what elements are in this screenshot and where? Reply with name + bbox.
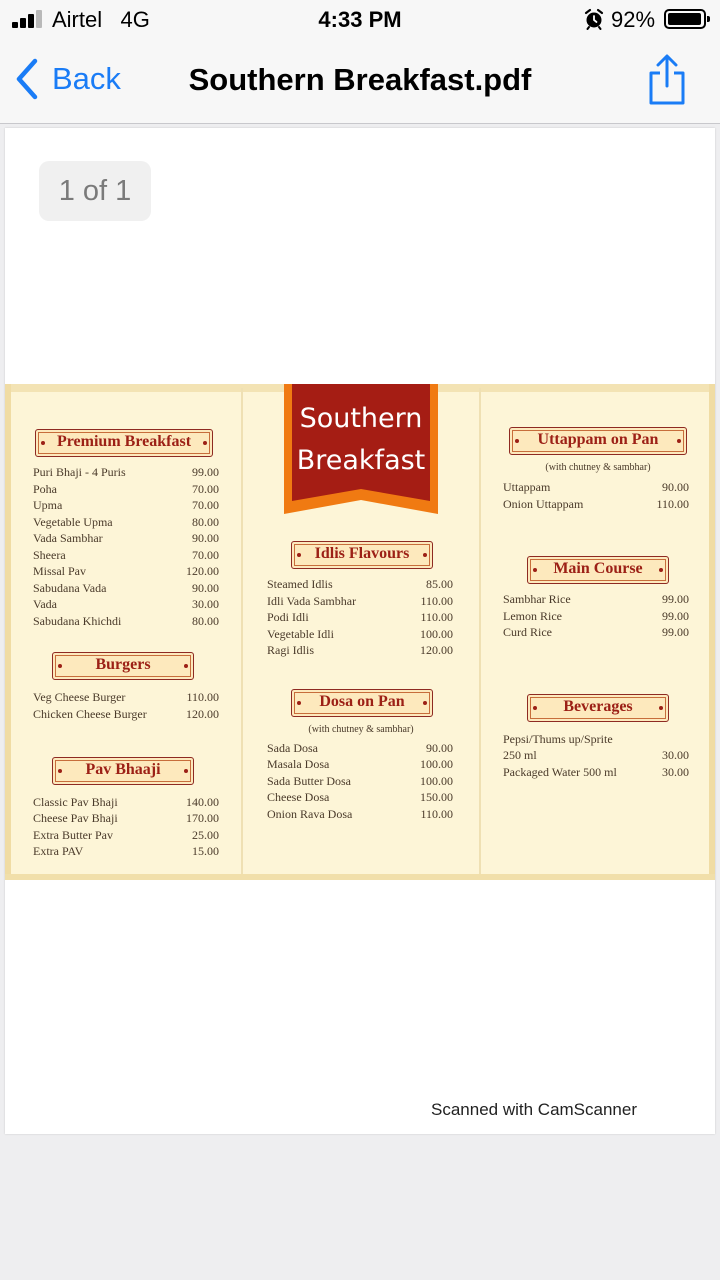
- menu-item-name: Missal Pav: [33, 564, 87, 578]
- menu-item-price: 170.00: [186, 811, 219, 825]
- menu-item-name: Curd Rice: [503, 625, 552, 639]
- section-heading-dosa-on-pan: [291, 689, 433, 717]
- menu-item-price: 15.00: [192, 844, 219, 858]
- menu-item-price: 120.00: [186, 564, 219, 578]
- battery-icon: [664, 9, 706, 29]
- alarm-icon: [583, 8, 605, 30]
- menu-item-name: Puri Bhaji - 4 Puris: [33, 465, 126, 479]
- scanned-watermark: Scanned with CamScanner: [431, 1100, 638, 1119]
- section-note: (with chutney & sambhar): [545, 462, 651, 473]
- section-heading-premium-breakfast: [35, 429, 213, 457]
- section-title: Idlis Flavours: [314, 545, 410, 562]
- back-button[interactable]: [14, 56, 121, 102]
- battery-percent: 92%: [611, 7, 656, 32]
- navigation-bar: [0, 40, 720, 124]
- status-bar: [0, 0, 720, 40]
- banner-line-1: Southern: [299, 403, 423, 434]
- menu-item-name: Cheese Pav Bhaji: [33, 811, 118, 825]
- menu-item-price: 90.00: [192, 581, 219, 595]
- menu-item-price: 140.00: [186, 795, 219, 809]
- menu-item-name: Cheese Dosa: [267, 790, 330, 804]
- menu-item-price: 70.00: [192, 498, 219, 512]
- menu-item-price: 150.00: [420, 790, 453, 804]
- menu-item-name: Lemon Rice: [503, 609, 562, 623]
- section-title: Pav Bhaaji: [85, 761, 161, 778]
- section-heading-beverages: [527, 694, 669, 722]
- menu-item-price: 110.00: [420, 610, 453, 624]
- section-title: Burgers: [95, 656, 151, 673]
- menu-item-name: Vada Sambhar: [33, 531, 103, 545]
- chevron-left-icon: [14, 57, 40, 101]
- menu-item-price: 80.00: [192, 614, 219, 628]
- menu-item-price: 90.00: [192, 531, 219, 545]
- menu-item-price: 100.00: [420, 774, 453, 788]
- menu-item-name: Steamed Idlis: [267, 577, 333, 591]
- menu-item-name: Idli Vada Sambhar: [267, 594, 357, 608]
- section-heading-pav-bhaaji: [52, 757, 194, 785]
- menu-item-name: Sabudana Khichdi: [33, 614, 122, 628]
- menu-item-name: Vada: [33, 597, 57, 611]
- menu-item-name: Vegetable Upma: [33, 515, 113, 529]
- network-type: 4G: [120, 7, 150, 32]
- menu-item-name: Extra PAV: [33, 844, 84, 858]
- section-title: Main Course: [553, 560, 643, 577]
- menu-item-name: Vegetable Idli: [267, 627, 334, 641]
- menu-banner-title: [281, 398, 441, 482]
- share-icon[interactable]: [646, 54, 688, 106]
- menu-item-name: Uttappam: [503, 480, 551, 494]
- menu-item-name: Onion Rava Dosa: [267, 807, 353, 821]
- menu-item-price: 30.00: [662, 765, 689, 779]
- menu-image: [5, 384, 715, 880]
- menu-item-price: 99.00: [662, 625, 689, 639]
- section-title: Dosa on Pan: [319, 693, 405, 710]
- menu-item-name: Pepsi/Thums up/Sprite: [503, 732, 613, 746]
- menu-item-price: 99.00: [192, 465, 219, 479]
- section-heading-burgers: [52, 652, 194, 680]
- section-heading-main-course: [527, 556, 669, 584]
- menu-item-price: 110.00: [186, 690, 219, 704]
- menu-item-name: Sabudana Vada: [33, 581, 107, 595]
- menu-item-name: Poha: [33, 482, 57, 496]
- section-heading-idlis-flavours: [291, 541, 433, 569]
- menu-item-name: Packaged Water 500 ml: [503, 765, 617, 779]
- menu-item-name: Sambhar Rice: [503, 592, 571, 606]
- menu-item-name: Onion Uttappam: [503, 497, 584, 511]
- menu-item-name: Masala Dosa: [267, 757, 330, 771]
- menu-item-name: Podi Idli: [267, 610, 309, 624]
- carrier-name: Airtel: [52, 7, 103, 32]
- menu-item-price: 30.00: [192, 597, 219, 611]
- menu-item-price: 85.00: [426, 577, 453, 591]
- menu-item-name: Sada Dosa: [267, 741, 318, 755]
- menu-item-price: 99.00: [662, 609, 689, 623]
- menu-item-price: 70.00: [192, 548, 219, 562]
- menu-item-price: 110.00: [420, 807, 453, 821]
- section-title: Uttappam on Pan: [537, 431, 659, 448]
- menu-item-name: Ragi Idlis: [267, 643, 314, 657]
- clock: 4:33 PM: [318, 7, 402, 32]
- menu-item-name: Sada Butter Dosa: [267, 774, 351, 788]
- menu-item-price: 110.00: [420, 594, 453, 608]
- menu-item-price: 90.00: [426, 741, 453, 755]
- menu-item-price: 90.00: [662, 480, 689, 494]
- menu-item-price: 120.00: [420, 643, 453, 657]
- page-indicator: 1 of 1: [39, 161, 151, 221]
- menu-item-price: 110.00: [656, 497, 689, 511]
- banner-line-2: Breakfast: [296, 445, 426, 476]
- document-title: Southern Breakfast.pdf: [188, 62, 532, 97]
- section-heading-uttappam-on-pan: [509, 427, 687, 455]
- menu-item-price: 100.00: [420, 627, 453, 641]
- section-title: Premium Breakfast: [56, 433, 192, 450]
- menu-item-price: 30.00: [662, 748, 689, 762]
- menu-item-price: 25.00: [192, 828, 219, 842]
- section-note: (with chutney & sambhar): [308, 724, 414, 735]
- back-label: Back: [52, 61, 121, 96]
- menu-item-name: 250 ml: [503, 748, 537, 762]
- menu-item-name: Extra Butter Pav: [33, 828, 113, 842]
- menu-item-price: 80.00: [192, 515, 219, 529]
- section-title: Beverages: [563, 698, 633, 715]
- menu-item-name: Chicken Cheese Burger: [33, 707, 147, 721]
- menu-item-price: 100.00: [420, 757, 453, 771]
- menu-item-name: Classic Pav Bhaji: [33, 795, 118, 809]
- menu-item-name: Sheera: [33, 548, 66, 562]
- menu-item-name: Veg Cheese Burger: [33, 690, 126, 704]
- menu-item-price: 70.00: [192, 482, 219, 496]
- menu-item-price: 120.00: [186, 707, 219, 721]
- menu-item-price: 99.00: [662, 592, 689, 606]
- menu-item-name: Upma: [33, 498, 63, 512]
- pdf-page[interactable]: [5, 128, 715, 1134]
